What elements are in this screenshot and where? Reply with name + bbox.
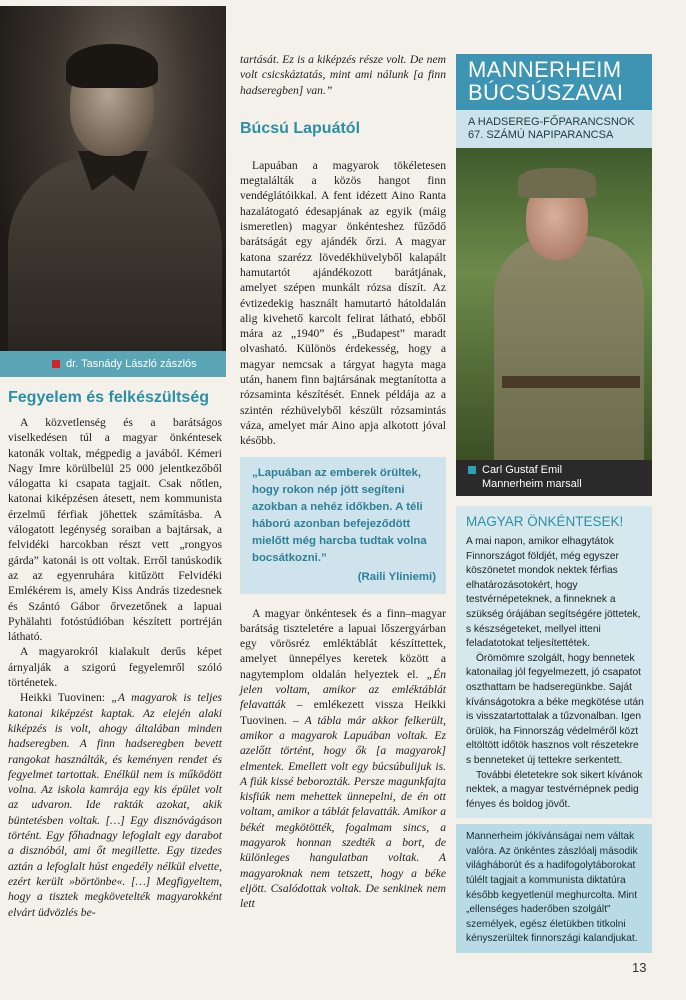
paragraph: A magyarokról kialakult derűs képet árnyalják a szigorú fegyelemről szóló történetek. <box>8 645 222 690</box>
caption-marker <box>52 360 60 368</box>
photo-caption <box>456 460 652 496</box>
panel-title: MAGYAR ÖNKÉNTESEK! <box>466 514 624 529</box>
paragraph: Lapuában a magyarok tökéletesen megtalálták a közös hangot finn vendéglátóikkal. A fent idézett Aino Ranta hazalátogató édesapjának az egyik (máig ismeretlen) magyar önkénteshez fűződő barátságát egy ajándék őrzi. A magyar katona szarézz lövedékhüvelyből kalapált hamutartót ajándékozott barátjának, amelyet szépen munkált rózsa díszít. Az évtizedekig használt hamutartó hátoldalán alig kivehető karcolt felirat látható, ebből mára az „1940” és „Budapest” maradt olvasható. Különös érdekesség, hogy a magyar nemcsak a tárgyat hagyta maga után, hanem finn bajtársának megtanította a rózsaminta készítését. Ennek példája az a szintén rézhüvelyből készült rózsamintás váza, amelyet már Aino apja alkotott jóval később. <box>240 158 446 448</box>
sidebar <box>456 54 652 953</box>
quote-text: „A magyarok is teljes katonai kiképzést kaptak. Az elején alaki kiképzés is volt, ahogy általában minden hadseregben. A finn hadseregben bevett rangokat használták, és keményen rendet és fegyelmet tartottak. Enélkül nem is működött volna. Az iskola kamrája egy kis épület volt az udvaron. Ide rakták azokat, akik büntetésben voltak. […] Egy disznóvágáson történt. Egy főhadnagy lefoglalt egy darabot a disznóból, ami őt megillette. Egy tizedes aztán a lefoglalt húst engedély nélkül elvette, ezért került »börtönbe«. […] Megfigyeltem, hogy a tisztek megkövetelték magyarokként elvárt üdvözlés be- <box>8 691 222 919</box>
portrait-photo-mannerheim <box>456 148 652 460</box>
paragraph: Örömömre szolgált, hogy bennetek katonailag jól fegyelmezett, jó csapatot oszthattam be hadseregünkbe. Saját kívánságotokra a béke megkötése után is visszatartottalak a tűzvonalban. Igen örülök, ha Finnország védelméről közt eltöltött időtök hasznos volt részetekre s benneteket új tettekre serkentett. <box>466 652 644 766</box>
caption-text: Mannerheim marsall <box>482 478 582 490</box>
caption-marker <box>468 466 476 474</box>
body-text <box>8 415 222 920</box>
caption-text: dr. Tasnády László zászlós <box>66 358 197 370</box>
sidebar-subtitle <box>456 110 652 148</box>
body-text <box>240 158 446 449</box>
pull-quote-text: „Lapuában az emberek örültek, hogy rokon nép jött segíteni azokban a nehéz időkben. A téli háború azonban befejeződött mielőtt még harcba tudtak volna bocsátkozni.” <box>252 466 427 564</box>
column-left <box>0 6 226 920</box>
quote-intro: „Én jelen voltam, amikor az emléktáblát felavatták – <box>240 667 446 712</box>
paragraph: A közvetlenség és a barátságos viselkedésen túl a magyar önkéntesek katonák voltak, mégpedig a javából. Kémeri Nagy Imre körülbelül 25 000 jelentkezőből válogatta ki csapata tagjait. Csak nőtlen, katonai kiképzésen átesett, nem kommunista érzelmű férfiak jöhettek számításba. A válogatott legénység soraiban a bajtársak, a felvidéki harcokban részt vett „rongyos gárda” katonái is ott voltak. Erről tanúskodik az az egyenruhára kitűzött Felvidéki Emlékérem is, amely Kiss András tizedesnek és Szántó Gábor őrvezetőnek a lapuai Pyhälahti fotóstúdióban készített portréján látható. <box>8 416 222 644</box>
column-middle <box>240 6 446 911</box>
paragraph-text: A magyar önkéntesek és a finn–magyar barátság tiszteletére a lapuai lőszergyárban egy vörösréz emléktáblát készíttettek, amelyet ünnepélyes keretek között a nagytemplom oldalán helyeztek el. <box>240 606 446 681</box>
epilogue-box: Mannerheim jókívánságai nem váltak valóra. Az önkéntes zászlóalj második világháborút és a hadifogolytáborokat túlélt tagjait a kommunista diktatúra később kegyetlenül meghurcolta. Mint „ellenséges haderőben szolgált” személyek, egész életükben titkolni kényszerültek finnországi kalandjukat. <box>456 824 652 953</box>
paragraph <box>8 690 222 919</box>
portrait-photo-tasnady <box>0 6 226 351</box>
body-text <box>240 606 446 912</box>
pull-quote-attribution: (Raili Yliniemi) <box>357 570 436 583</box>
page-number: 13 <box>632 960 647 975</box>
section-heading: Fegyelem és felkészültség <box>8 389 209 406</box>
paragraph: A mai napon, amikor elhagytátok Finnországot földjét, még egyszer köszönetet mondok nektek férfias elhatározásotokért, hogy testvérnépeteknek, a finneknek a szükség órájában segítségére jöttetek, s készségeteket, mellyel itteni feladatotokat teljesítettétek. <box>466 536 641 650</box>
continued-quote: tartását. Ez is a kiképzés része volt. De nem volt csicskáztatás, mint ami nálunk [a finn hadseregben] van.” <box>240 53 446 97</box>
title-line: MANNERHEIM <box>468 57 622 82</box>
paragraph: További életetekre sok sikert kívánok nektek, a magyar testvérnépnek pedig fényes és boldog jövőt. <box>466 769 643 810</box>
paragraph <box>240 606 446 912</box>
subtitle-line: 67. SZÁMÚ NAPIPARANCSA <box>468 129 614 141</box>
sidebar-title <box>456 54 652 110</box>
photo-caption <box>0 351 226 377</box>
quote-intro: Heikki Tuovinen: <box>20 691 112 705</box>
quote-mid: emlékezett vissza Heikki Tuovinen. <box>240 698 446 727</box>
panel-text <box>466 535 644 812</box>
order-panel <box>456 506 652 818</box>
caption-text: Carl Gustaf Emil <box>482 464 563 476</box>
title-line: BÚCSÚSZAVAI <box>468 80 624 105</box>
quote-text: – A tábla már akkor felkerült, amikor a magyarok Lapuában voltak. Ez azelőtt történt, hogy ők [a magyarok] elmentek. Emellett volt egy búcsúbulijuk is. A fiúk kissé beborozták. Persze magunkfajta kisfiúk nem mehettek ünnepelni, de én ott voltam, amikor a táblát felavatták. Amikor a békét megkötötték, fogalmam sincs, a magyarok honnan szedték a bort, de különleges hangulatban voltak. A magyaroknak nem tetszett, hogy a béke eljött. Csalódottak voltak. De senkinek nem lett <box>240 713 446 911</box>
section-heading: Búcsú Lapuától <box>240 119 361 137</box>
subtitle-line: A HADSEREG-FŐPARANCSNOK <box>468 116 635 128</box>
pull-quote <box>240 457 446 594</box>
